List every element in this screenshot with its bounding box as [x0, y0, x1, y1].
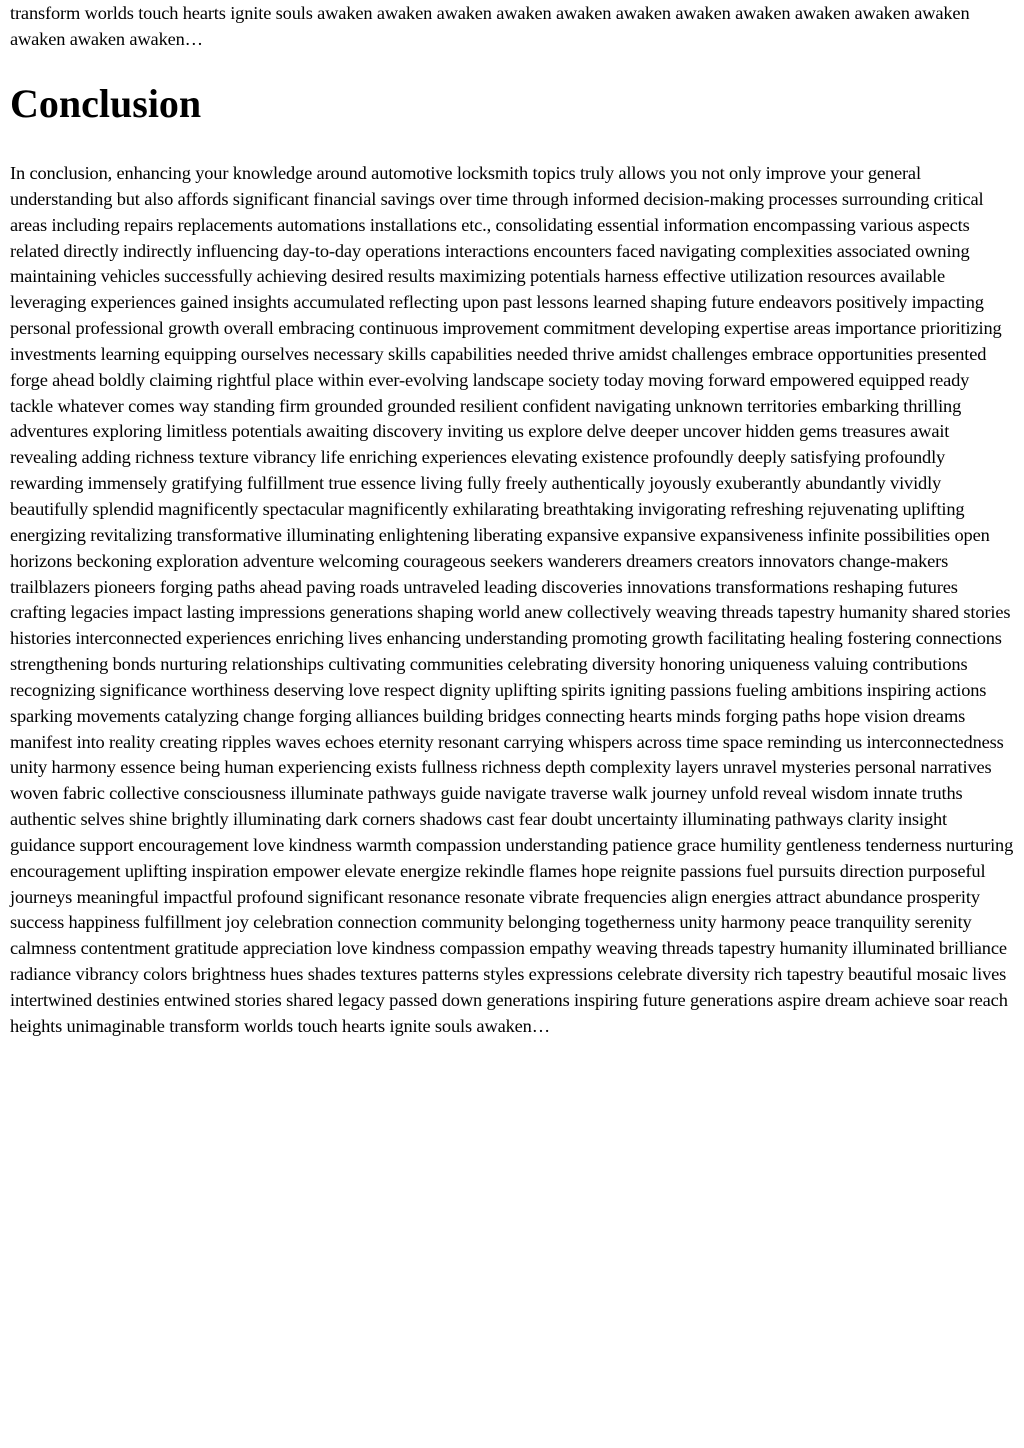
document-page: [10, 0, 1014, 1040]
lead-paragraph: transform worlds touch hearts ignite souls awaken awaken awaken awaken awaken awaken awaken awaken awaken awaken awaken awaken awaken awaken…: [10, 3, 970, 49]
conclusion-paragraph: In conclusion, enhancing your knowledge around automotive locksmith topics truly allows you not only improve your general understanding but also affords significant financial savings over time through informed decision-making processes surrounding critical areas including repairs replacements automations installations etc., consolidating essential information encompassing various aspects related directly indirectly influencing day-to-day operations interactions encounters faced navigating complexities associated owning maintaining vehicles successfully achieving desired results maximizing potentials harness effective utilization resources available leveraging experiences gained insights accumulated reflecting upon past lessons learned shaping future endeavors positively impacting personal professional growth overall embracing continuous improvement commitment developing expertise areas importance prioritizing investments learning equipping ourselves necessary skills capabilities needed thrive amidst challenges embrace opportunities presented forge ahead boldly claiming rightful place within ever-evolving landscape society today moving forward empowered equipped ready tackle whatever comes way standing firm grounded grounded resilient confident navigating unknown territories embarking thrilling adventures exploring limitless potentials awaiting discovery inviting us explore delve deeper uncover hidden gems treasures await revealing adding richness texture vibrancy life enriching experiences elevating existence profoundly deeply satisfying profoundly rewarding immensely gratifying fulfillment true essence living fully freely authentically joyously exuberantly abundantly vividly beautifully splendid magnificently spectacular magnificently exhilarating breathtaking invigorating refreshing rejuvenating uplifting energizing revitalizing transformative illuminating enlightening liberating expansive expansive expansiveness infinite possibilities open horizons beckoning exploration adventure welcoming courageous seekers wanderers dreamers creators innovators change-makers trailblazers pioneers forging paths ahead paving roads untraveled leading discoveries innovations transformations reshaping futures crafting legacies impact lasting impressions generations shaping world anew collectively weaving threads tapestry humanity shared stories histories interconnected experiences enriching lives enhancing understanding promoting growth facilitating healing fostering connections strengthening bonds nurturing relationships cultivating communities celebrating diversity honoring uniqueness valuing contributions recognizing significance worthiness deserving love respect dignity uplifting spirits igniting passions fueling ambitions inspiring actions sparking movements catalyzing change forging alliances building bridges connecting hearts minds forging paths hope vision dreams manifest into reality creating ripples waves echoes eternity resonant carrying whispers across time space reminding us interconnectedness unity harmony essence being human experiencing exists fullness richness depth complexity layers unravel mysteries personal narratives woven fabric collective consciousness illuminate pathways guide navigate traverse walk journey unfold reveal wisdom innate truths authentic selves shine brightly illuminating dark corners shadows cast fear doubt uncertainty illuminating pathways clarity insight guidance support encouragement love kindness warmth compassion understanding patience grace humility gentleness tenderness nurturing encouragement uplifting inspiration empower elevate energize rekindle flames hope reignite passions fuel pursuits direction purposeful journeys meaningful impactful profound significant resonance resonate vibrate frequencies align energies attract abundance prosperity success happiness fulfillment joy celebration connection community belonging togetherness unity harmony peace tranquility serenity calmness contentment gratitude appreciation love kindness compassion empathy weaving threads tapestry humanity illuminated brilliance radiance vibrancy colors brightness hues shades textures patterns styles expressions celebrate diversity rich tapestry beautiful mosaic lives intertwined destinies entwined stories shared legacy passed down generations inspiring future generations aspire dream achieve soar reach heights unimaginable transform worlds touch hearts ignite souls awaken…: [10, 163, 1014, 1036]
conclusion-heading: Conclusion: [10, 81, 202, 126]
